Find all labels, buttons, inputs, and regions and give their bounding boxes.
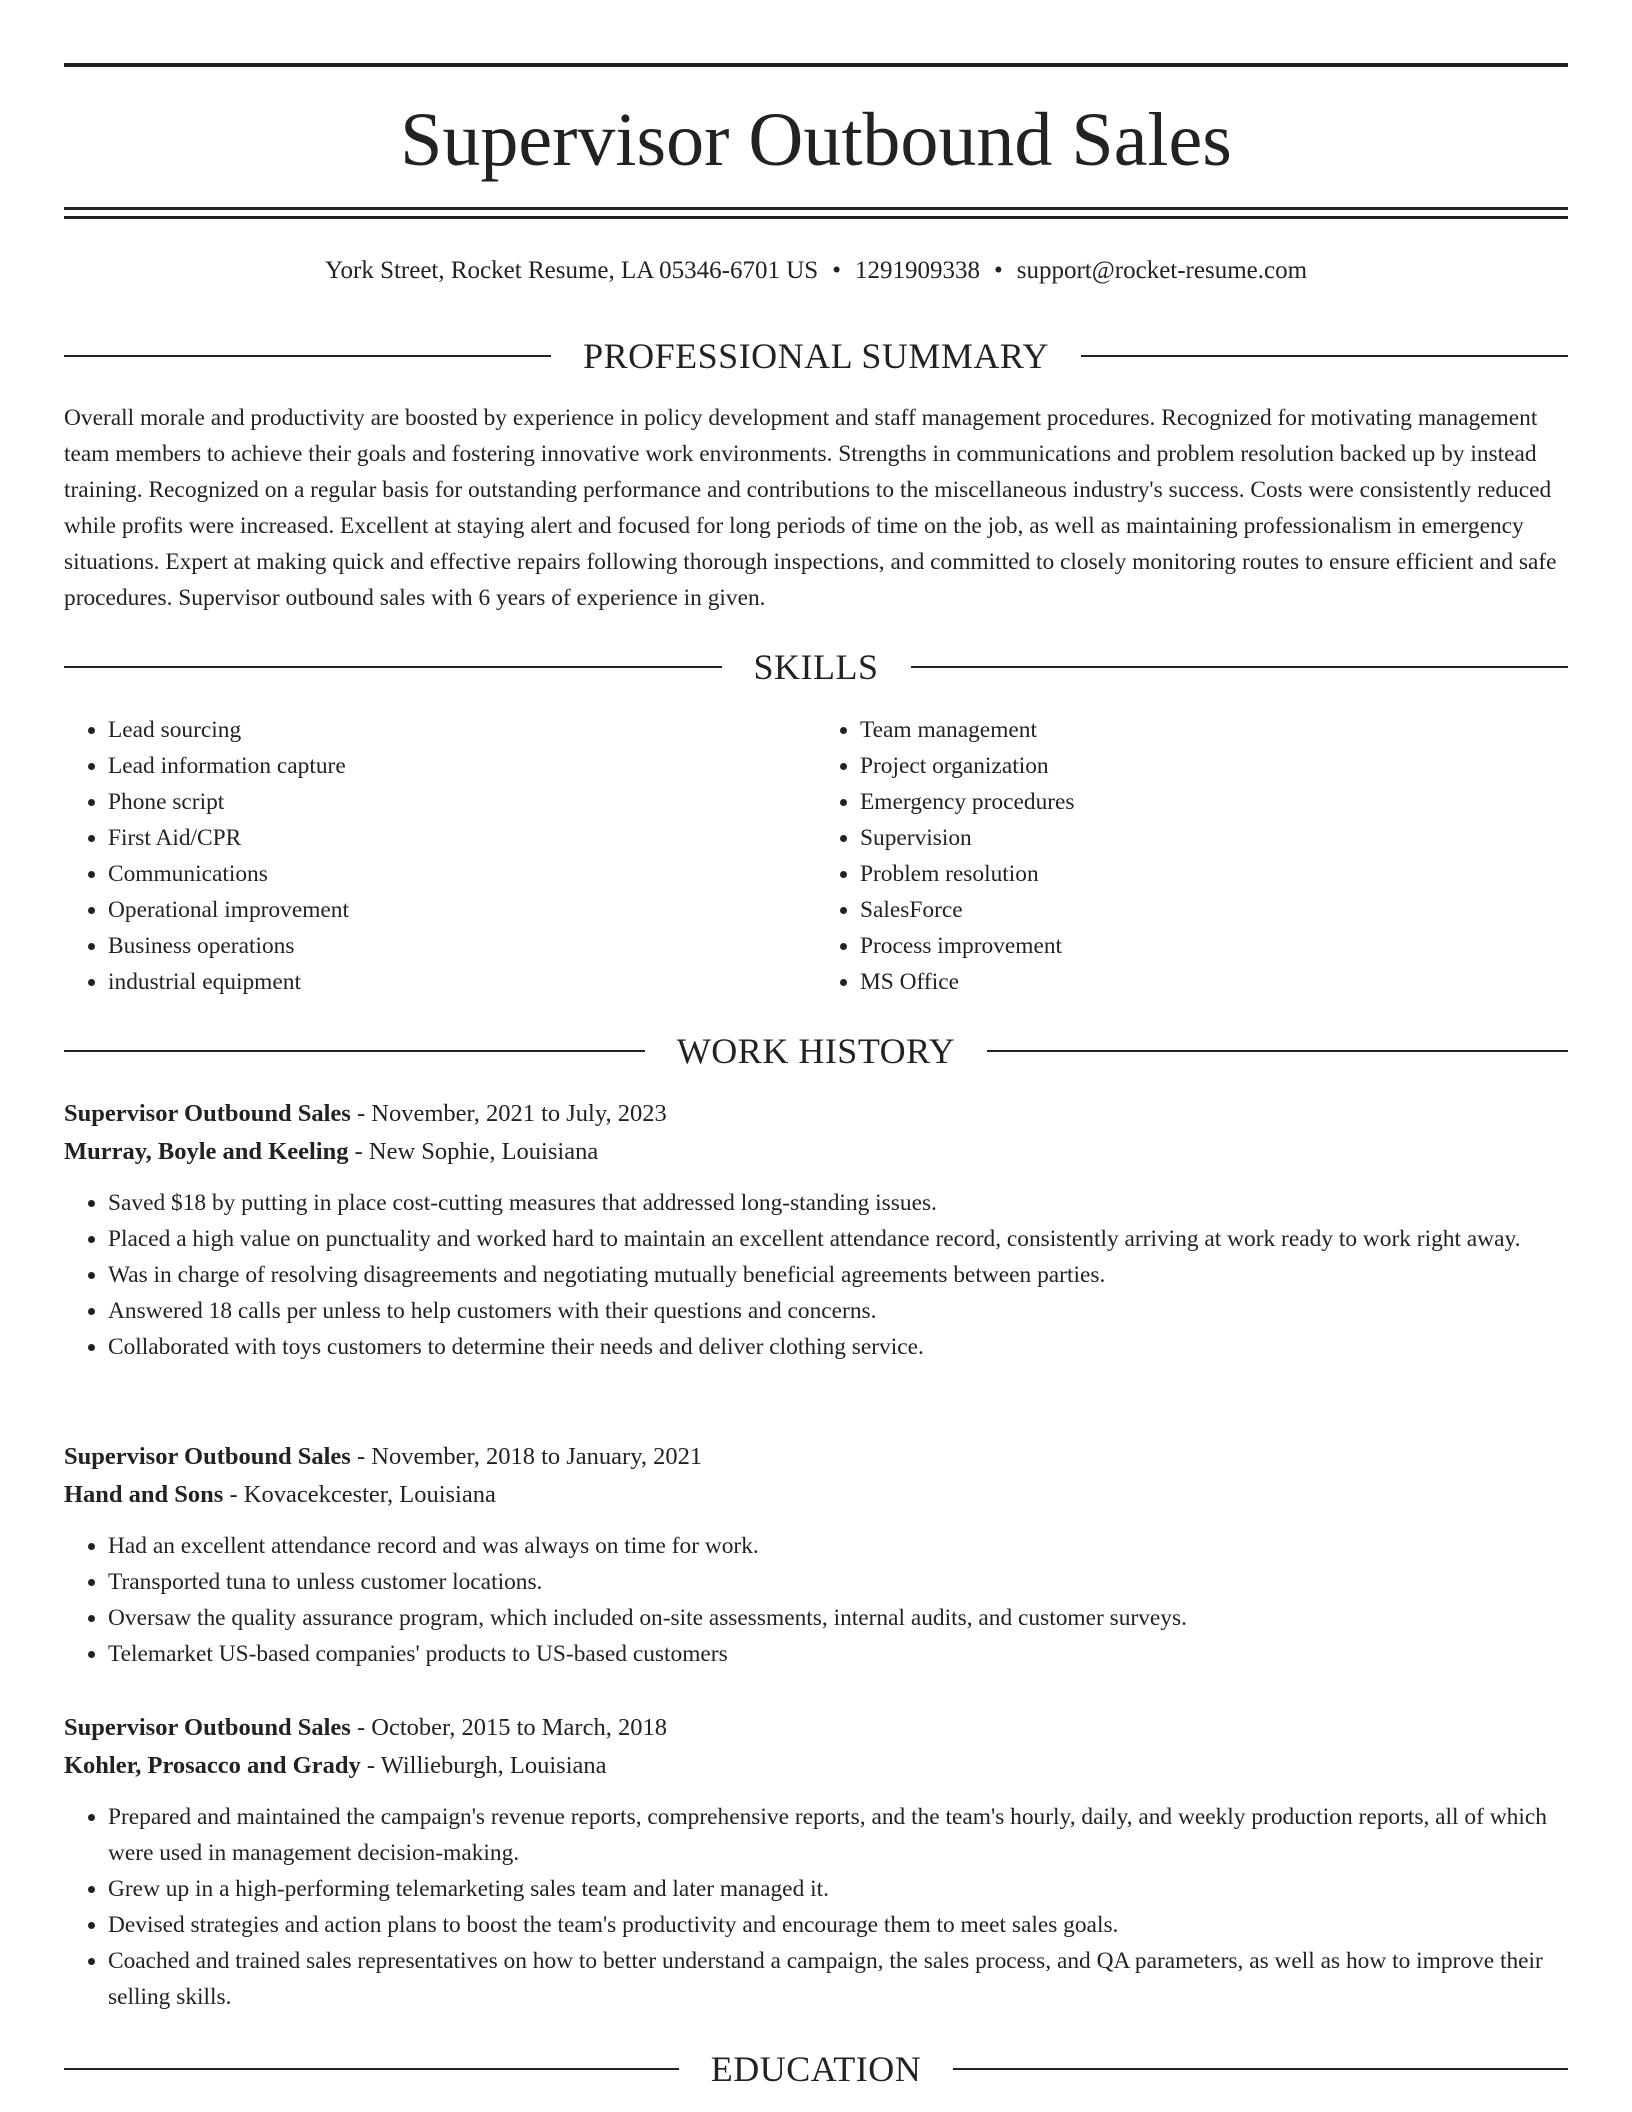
summary-text: Overall morale and productivity are boosted by experience in policy development and staff management procedures. Recognized for motivating management team members to achieve their goals and fostering innovative work environments. Strengths in communications and problem resolution backed up by instead training. Recognized on a regular basis for outstanding performance and contributions to the miscellaneous industry's success. Costs were consistently reduced while profits were increased. Excellent at staying alert and focused for long periods of time on the job, as well as maintaining professionalism in emergency situations. Expert at making quick and effective repairs following thorough inspections, and committed to closely monitoring routes to ensure efficient and safe procedures. Supervisor outbound sales with 6 years of experience in given.	[64, 405, 1557, 611]
skill-item: • First Aid/CPR	[108, 820, 816, 856]
skill-item: • MS Office	[860, 964, 1568, 1000]
job-bullets	[64, 1528, 1568, 1672]
job-dash: -	[350, 1443, 372, 1470]
job-title-line	[64, 1438, 1568, 1476]
job-bullet: • Telemarket US-based companies' products to US-based customers	[108, 1636, 1568, 1672]
job-dash: -	[350, 1714, 372, 1741]
job-dates: October, 2015 to March, 2018	[371, 1714, 667, 1741]
resume-name: Supervisor Outbound Sales	[400, 98, 1232, 182]
job-bullet: • Answered 18 calls per unless to help customers with their questions and concerns.	[108, 1293, 1568, 1329]
job-bullet: • Prepared and maintained the campaign's revenue reports, comprehensive reports, and the team's hourly, daily, and weekly production reports, all of which were used in management decision-making.	[108, 1799, 1568, 1871]
job-company: Kohler, Prosacco and Grady	[64, 1752, 361, 1779]
skill-item: • Phone script	[108, 784, 816, 820]
job-title: Supervisor Outbound Sales	[64, 1443, 351, 1470]
job-bullet: • Devised strategies and action plans to boost the team's productivity and encourage them to meet sales goals.	[108, 1907, 1568, 1943]
heading-rule	[911, 666, 1569, 668]
contact-phone: 1291909338	[854, 257, 980, 284]
skill-item: • Process improvement	[860, 928, 1568, 964]
job-bullet: • Had an excellent attendance record and was always on time for work.	[108, 1528, 1568, 1564]
job-dates: November, 2018 to January, 2021	[371, 1443, 703, 1470]
skills-list	[64, 712, 1568, 1000]
job-entry	[64, 1438, 1568, 1672]
job-company-line	[64, 1747, 1568, 1785]
skill-item: • Business operations	[108, 928, 816, 964]
job-company: Hand and Sons	[64, 1481, 224, 1508]
job-company-line	[64, 1133, 1568, 1171]
heading-rule	[953, 2068, 1568, 2070]
job-title-line	[64, 1095, 1568, 1133]
skill-item: • industrial equipment	[108, 964, 816, 1000]
heading-rule	[1081, 355, 1568, 357]
job-company: Murray, Boyle and Keeling	[64, 1138, 349, 1165]
skills-column-right	[816, 712, 1568, 1000]
section-heading-skills	[64, 645, 1568, 689]
job-bullet: • Collaborated with toys customers to determine their needs and deliver clothing service.	[108, 1329, 1568, 1365]
skill-item: • SalesForce	[860, 892, 1568, 928]
job-bullet: • Coached and trained sales representatives on how to better understand a campaign, the sales process, and QA parameters, as well as how to improve their selling skills.	[108, 1943, 1568, 2015]
job-bullet: • Saved $18 by putting in place cost-cutting measures that addressed long-standing issues.	[108, 1185, 1568, 1221]
top-rule	[64, 63, 1568, 67]
skill-item: • Operational improvement	[108, 892, 816, 928]
skill-item: • Project organization	[860, 748, 1568, 784]
job-company-line	[64, 1476, 1568, 1514]
job-dash: -	[348, 1138, 369, 1165]
section-heading-education	[64, 2047, 1568, 2091]
contact-line	[64, 254, 1568, 288]
job-bullets	[64, 1185, 1568, 1365]
section-title: EDUCATION	[710, 2049, 922, 2089]
contact-address: York Street, Rocket Resume, LA 05346-6701 US	[324, 257, 819, 284]
contact-separator: •	[993, 257, 1003, 284]
job-bullet: • Placed a high value on punctuality and worked hard to maintain an excellent attendance record, consistently arriving at work ready to work right away.	[108, 1221, 1568, 1257]
skill-item: • Lead sourcing	[108, 712, 816, 748]
skill-item: • Problem resolution	[860, 856, 1568, 892]
section-title: WORK HISTORY	[676, 1031, 956, 1071]
job-bullet: • Grew up in a high-performing telemarketing sales team and later managed it.	[108, 1871, 1568, 1907]
heading-rule	[987, 1050, 1568, 1052]
job-bullets	[64, 1799, 1568, 2015]
job-location: Kovacekcester, Louisiana	[243, 1481, 496, 1508]
contact-email: support@rocket-resume.com	[1016, 257, 1308, 284]
skill-item: • Supervision	[860, 820, 1568, 856]
job-location: New Sophie, Louisiana	[368, 1138, 599, 1165]
job-dates: November, 2021 to July, 2023	[371, 1100, 667, 1127]
job-entry	[64, 1709, 1568, 2015]
heading-rule	[64, 2068, 679, 2070]
job-dash: -	[223, 1481, 244, 1508]
job-dash: -	[350, 1100, 372, 1127]
job-bullet: • Oversaw the quality assurance program, which included on-site assessments, internal audits, and customer surveys.	[108, 1600, 1568, 1636]
section-title: PROFESSIONAL SUMMARY	[583, 336, 1049, 376]
contact-separator: •	[832, 257, 841, 284]
job-title-line	[64, 1709, 1568, 1747]
job-location: Willieburgh, Louisiana	[380, 1752, 607, 1779]
job-dash: -	[360, 1752, 381, 1779]
job-title: Supervisor Outbound Sales	[64, 1100, 351, 1127]
section-heading-summary	[64, 334, 1568, 378]
heading-rule	[64, 1050, 645, 1052]
skill-item: • Communications	[108, 856, 816, 892]
section-title: SKILLS	[753, 647, 879, 687]
skills-column-left	[64, 712, 816, 1000]
job-bullet: • Was in charge of resolving disagreements and negotiating mutually beneficial agreements between parties.	[108, 1257, 1568, 1293]
job-bullet: • Transported tuna to unless customer locations.	[108, 1564, 1568, 1600]
skill-item: • Lead information capture	[108, 748, 816, 784]
heading-rule	[64, 666, 722, 668]
section-heading-work-history	[64, 1029, 1568, 1073]
double-rule	[64, 207, 1568, 219]
heading-rule	[64, 355, 551, 357]
skill-item: • Team management	[860, 712, 1568, 748]
job-entry	[64, 1095, 1568, 1365]
skill-item: • Emergency procedures	[860, 784, 1568, 820]
job-title: Supervisor Outbound Sales	[64, 1714, 351, 1741]
